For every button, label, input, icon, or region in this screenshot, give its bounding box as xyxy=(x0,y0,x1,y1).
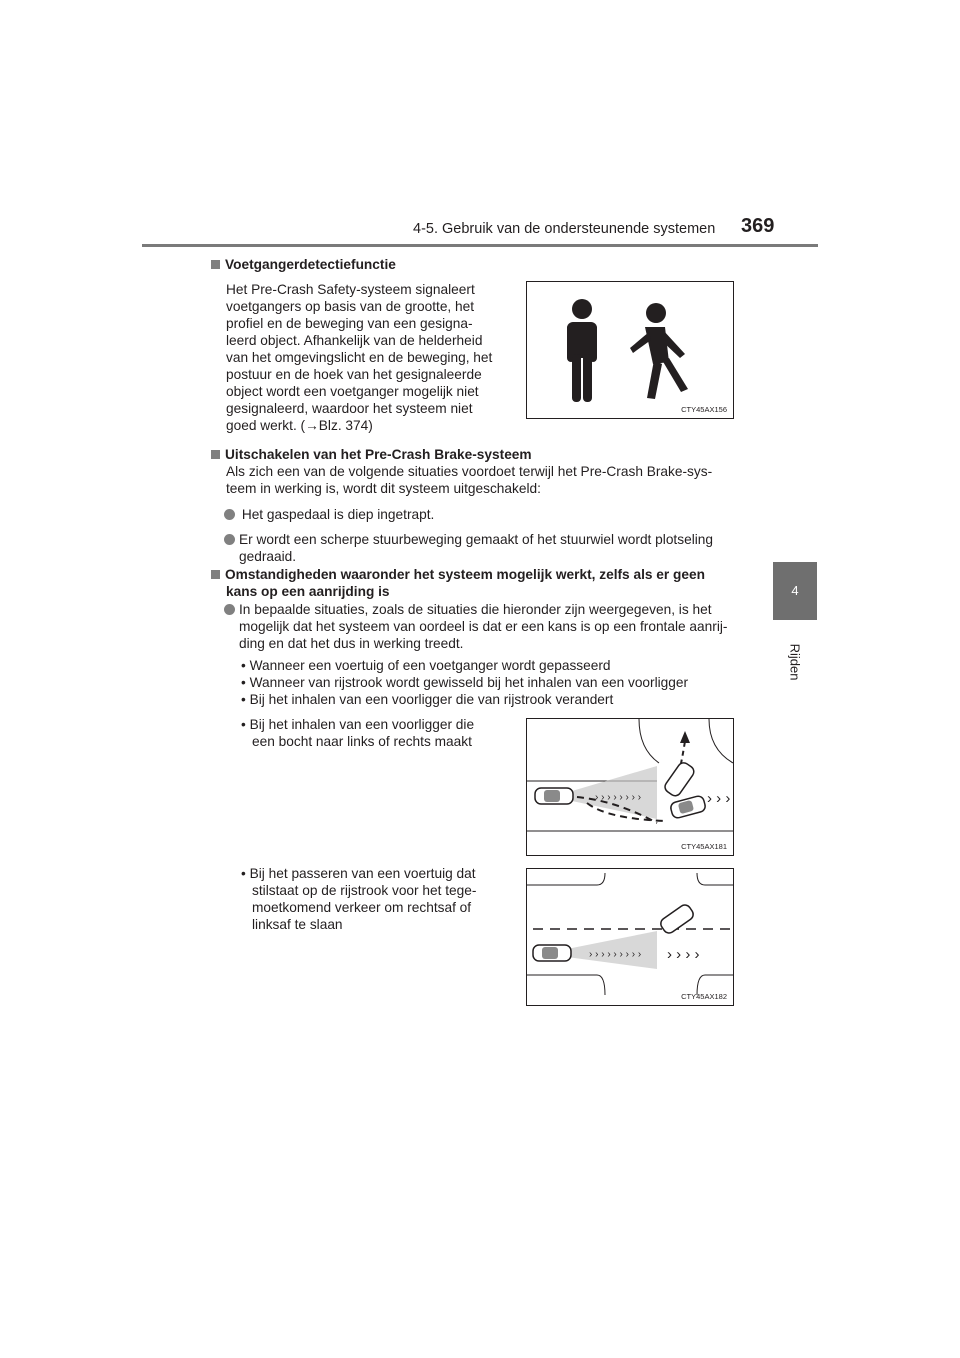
pedestrian-paragraph: Het Pre-Crash Safety-systeem signaleert voetgangers op basis van de grootte, het profiel en de beweging van een gesigna- leerd object. Afhankelijk van de helderheid van het omgevingslicht en de beweging, het postuur en de hoek van het gesignaleerde object wordt een voetganger mogelijk niet gesignaleerd, waardoor het systeem niet goed werkt. (→Blz. 374) xyxy=(226,282,493,433)
section-title: 4-5. Gebruik van de ondersteunende systemen xyxy=(413,221,716,237)
list-item: • Wanneer een voertuig of een voetganger wordt gepasseerd xyxy=(241,658,611,673)
round-bullet-icon xyxy=(224,509,235,520)
disable-bullet-1: Het gaspedaal is diep ingetrapt. xyxy=(224,506,434,523)
pedestrian-figure xyxy=(526,281,734,419)
list-item: • Wanneer van rijstrook wordt gewisseld bij het inhalen van een voorligger xyxy=(241,675,689,690)
oncoming-figure xyxy=(526,868,734,1006)
disable-bullet-2: Er wordt een scherpe stuurbeweging gemaakt of het stuurwiel wordt plotseling gedraaid. xyxy=(224,531,752,565)
list-item: • Bij het inhalen van een voorligger die van rijstrook verandert xyxy=(241,692,614,707)
figure-id: CTY45AX182 xyxy=(681,992,727,1001)
section-heading-pedestrian: Voetgangerdetectiefunctie xyxy=(211,256,396,273)
conditions-bullet: In bepaalde situaties, zoals de situaties die hieronder zijn weergegeven, is het mogelijk dat het systeem van oordeel is dat er een kans is op een frontale aanrij- ding en dat het dus in werking treedt. xyxy=(224,601,752,652)
square-bullet-icon xyxy=(211,260,220,269)
round-bullet-icon xyxy=(224,534,235,545)
oncoming-turn-illustration xyxy=(527,869,733,1005)
svg-text:› › › ›: › › › › xyxy=(667,946,700,963)
curve-figure xyxy=(526,718,734,856)
conditions-list xyxy=(241,657,751,708)
round-bullet-icon xyxy=(224,604,235,615)
svg-text:› › › › › › › › ›: › › › › › › › › › xyxy=(589,949,642,960)
header-divider xyxy=(142,244,818,247)
square-bullet-icon xyxy=(211,450,220,459)
list-item-curve: • Bij het inhalen van een voorligger die een bocht naar links of rechts maakt xyxy=(241,717,475,749)
page-number: 369 xyxy=(741,215,775,237)
section-heading-conditions: Omstandigheden waaronder het systeem mogelijk werkt, zelfs als er geen kans op een aanrijding is xyxy=(211,566,751,600)
svg-text:› › ›: › › › xyxy=(707,790,731,807)
chapter-label: Rijden xyxy=(787,643,803,681)
curve-overtake-illustration xyxy=(527,719,733,855)
disable-intro: Als zich een van de volgende situaties voordoet terwijl het Pre-Crash Brake-sys- teem in werking is, wordt dit systeem uitgeschakeld: xyxy=(226,464,713,496)
square-bullet-icon xyxy=(211,570,220,579)
figure-id: CTY45AX181 xyxy=(681,842,727,851)
chapter-tab[interactable]: 4 xyxy=(773,562,817,620)
list-item-oncoming: • Bij het passeren van een voertuig dat stilstaat op de rijstrook voor het tege- moetkomend verkeer om rechtsaf of linksaf te slaan xyxy=(241,866,477,932)
section-heading-disable: Uitschakelen van het Pre-Crash Brake-systeem xyxy=(211,446,532,463)
pedestrian-illustration xyxy=(527,282,733,418)
svg-text:› › › › › › › ›: › › › › › › › › xyxy=(595,792,642,803)
figure-id: CTY45AX156 xyxy=(681,405,727,414)
